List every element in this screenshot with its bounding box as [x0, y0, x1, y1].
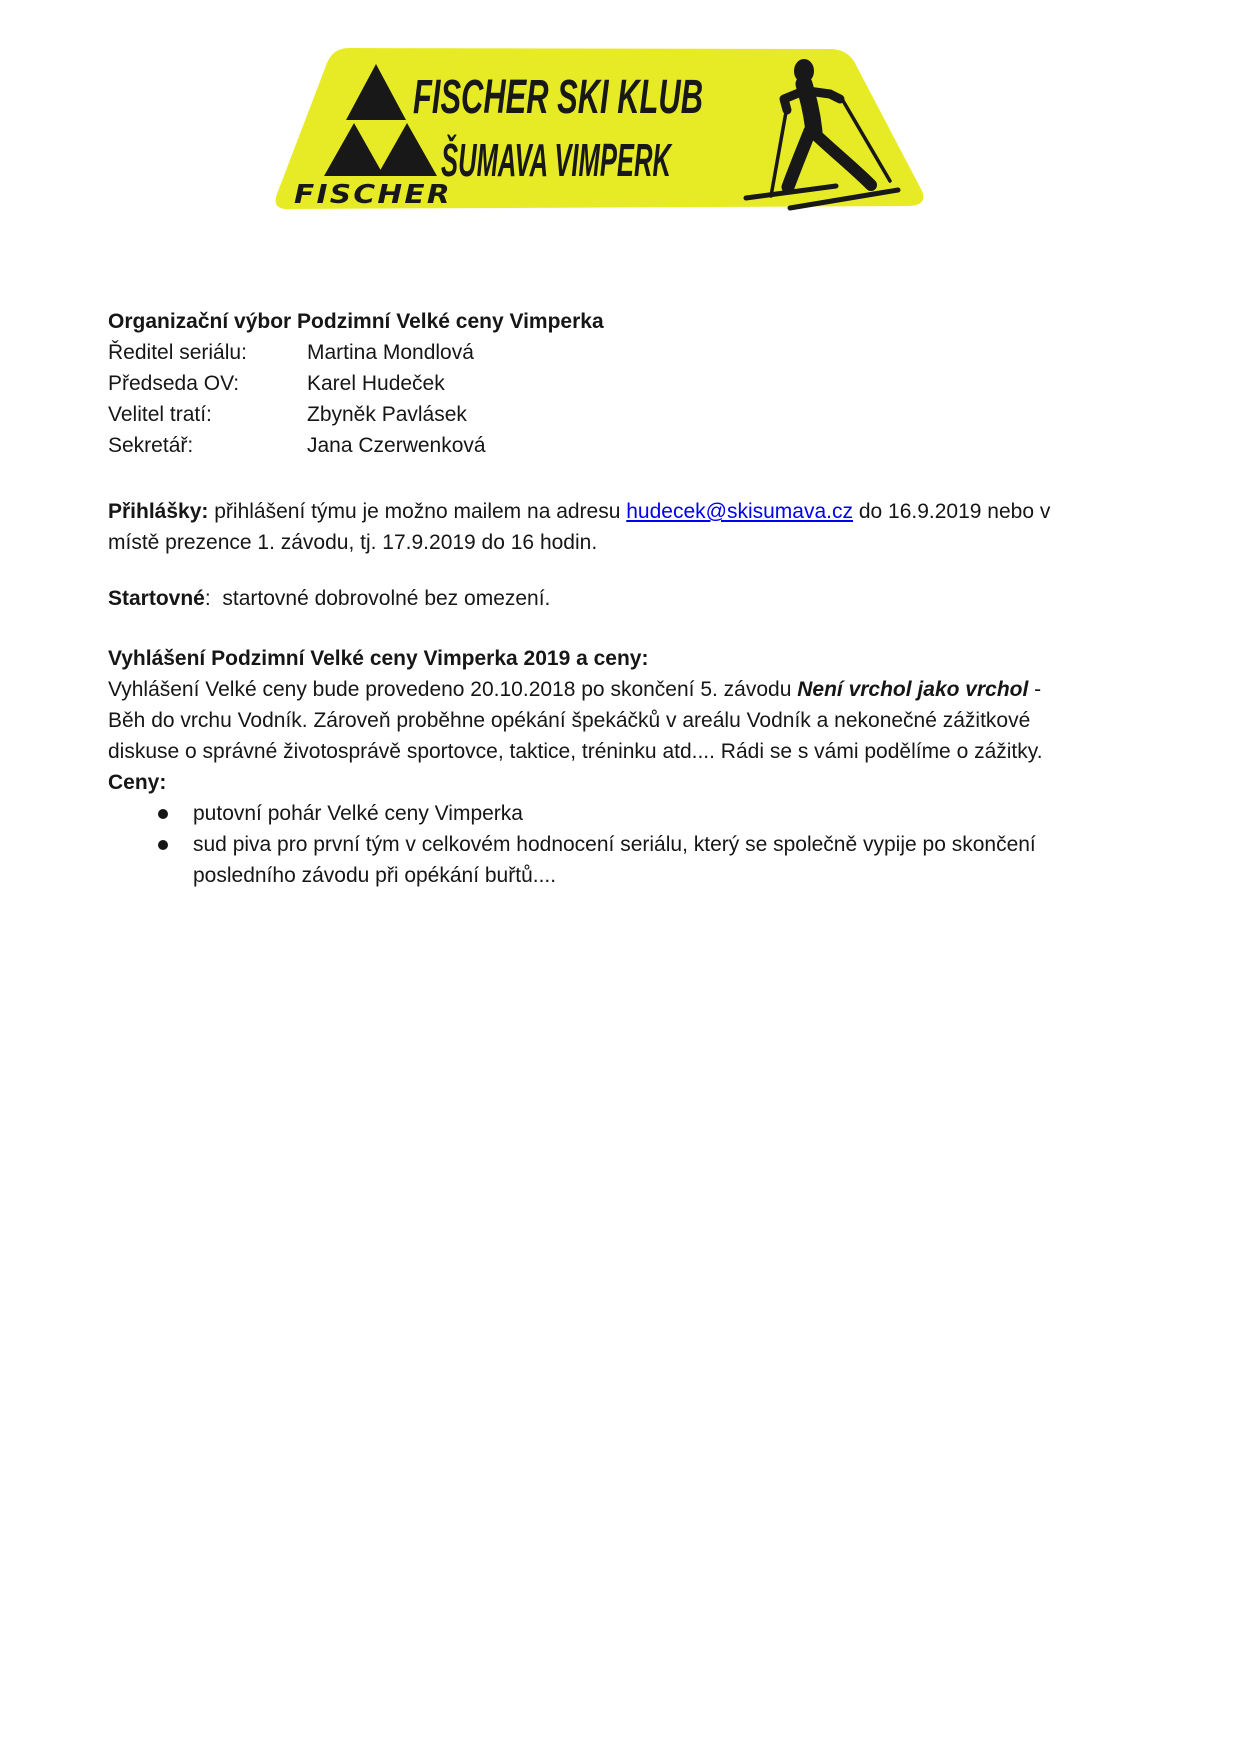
prize-list-item-continuation: posledního závodu při opékání buřtů.... [193, 864, 557, 887]
club-name-line1: FISCHER SKI KLUB [413, 71, 703, 124]
fischer-wordmark: FISCHER [294, 180, 452, 210]
entries-label: Přihlášky: [108, 500, 209, 523]
committee-row-secretary [108, 430, 1050, 461]
announcement-text: Vyhlášení Velké ceny bude provedeno 20.10.2018 po skončení 5. závodu [108, 678, 798, 701]
row-value: Zbyněk Pavlásek [307, 403, 467, 426]
entries-text: přihlášení týmu je možno mailem na adresu [208, 500, 627, 523]
entries-paragraph-line1 [108, 496, 1050, 527]
committee-heading: Organizační výbor Podzimní Velké ceny Vimperka [108, 310, 604, 333]
entries-text: do 16.9.2019 nebo v [853, 500, 1051, 523]
announcement-line1 [108, 674, 1050, 705]
prize-list-item: putovní pohár Velké ceny Vimperka [108, 798, 1050, 829]
committee-row-chairman [108, 368, 1050, 399]
row-label: Ředitel seriálu: [108, 341, 247, 364]
announcement-line2: Běh do vrchu Vodník. Zároveň proběhne opékání špekáčků v areálu Vodník a nekonečné zážitkové [108, 709, 1031, 732]
announcement-line3: diskuse o správné životosprávě sportovce, taktice, tréninku atd.... Rádi se s vámi podělíme o zážitky. [108, 740, 1043, 763]
entries-paragraph-line2: místě prezence 1. závodu, tj. 17.9.2019 do 16 hodin. [108, 531, 598, 554]
announcement-heading: Vyhlášení Podzimní Velké ceny Vimperka 2019 a ceny: [108, 647, 649, 670]
club-logo-banner [248, 36, 938, 214]
row-value: Martina Mondlová [307, 341, 474, 364]
club-name-line2: ŠUMAVA VIMPERK [441, 134, 673, 186]
committee-row-director [108, 337, 1050, 368]
prizes-heading: Ceny: [108, 771, 167, 794]
row-label: Předseda OV: [108, 372, 240, 395]
fee-label: Startovné [108, 587, 205, 610]
row-label: Sekretář: [108, 434, 194, 457]
announcement-text: - [1028, 678, 1042, 701]
prize-list-item: sud piva pro první tým v celkovém hodnocení seriálu, který se společně vypije po skončení [108, 829, 1050, 860]
document-body [108, 306, 1050, 891]
row-value: Karel Hudeček [307, 372, 445, 395]
email-link[interactable]: hudecek@skisumava.cz [626, 500, 853, 523]
race-name-emphasis: Není vrchol jako vrchol [797, 678, 1029, 701]
fee-text: : startovné dobrovolné bez omezení. [204, 587, 551, 610]
row-label: Velitel tratí: [108, 403, 212, 426]
committee-row-course-chief [108, 399, 1050, 430]
row-value: Jana Czerwenková [307, 434, 486, 457]
fee-line [108, 583, 1050, 614]
